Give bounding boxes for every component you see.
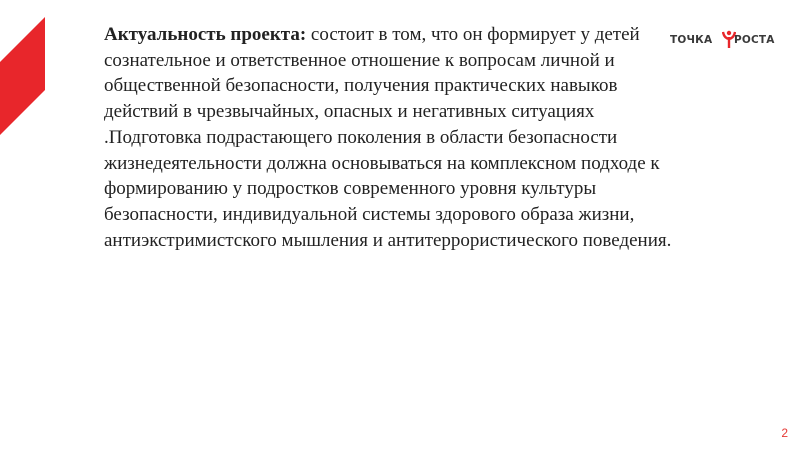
logo-word-tochka: ТОЧКА: [670, 34, 713, 46]
red-band-shape: [0, 17, 45, 135]
page-number: 2: [781, 426, 788, 440]
paragraph-lead: Актуальность проекта:: [104, 24, 307, 45]
tochka-rosta-logo: [670, 30, 780, 50]
relevance-paragraph: [104, 22, 684, 253]
logo-word-rosta: РОСТА: [734, 34, 775, 46]
paragraph-body: состоит в том, что он формирует у детей сознательное и ответственное отношение к вопросам личной и общественной безопасности, получения практических навыков действий в чрезвычайных, опасных и негативных ситуациях .Подготовка подрастающего поколения в области безопасности жизнедеятельности должна основываться на комплексном подходе к формированию у подростков современного уровня культуры безопасности, индивидуальной системы здорового образа жизни, антиэкстримистского мышления и антитеррористического поведения.: [104, 24, 672, 251]
